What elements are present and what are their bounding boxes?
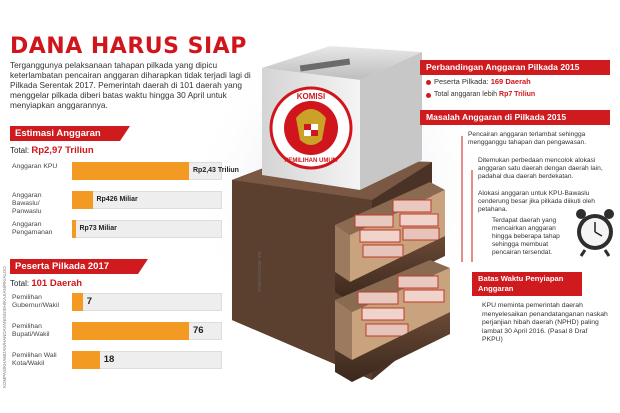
peserta-total	[10, 278, 82, 289]
bar-value-label: Rp2,43 Triliun	[193, 167, 239, 174]
perbandingan-total	[434, 91, 535, 99]
peserta-total-value: 101 Daerah	[31, 278, 83, 289]
intro-paragraph: Terganggunya pelaksanaan tahapan pilkada yang dipicu keterlambatan pencairan anggaran diharapkan tidak terjadi lagi di Pilkada Serentak 2017. Pemerintah daerah di 101 daerah yang menggelar pilkada diberi batas waktu hingga 30 April untuk menyiapkan anggarannya.	[10, 60, 251, 110]
section-header-estimasi: Estimasi Anggaran	[10, 126, 120, 141]
bullet-icon	[426, 93, 431, 98]
bar-value-label: 76	[193, 325, 204, 336]
bar-label: Anggaran KPU	[12, 163, 58, 170]
bullet-icon	[426, 80, 431, 85]
bar-track	[72, 293, 222, 311]
estimasi-total	[10, 145, 94, 156]
bar-track	[72, 191, 222, 209]
bar-label: Pemilihan Wali Kota/Wakil	[12, 352, 57, 367]
side-credit: KOMPAS/KHAMDAN/HANDAYANINGSIH/KAJIAN/RK/ALDO	[2, 266, 7, 388]
perbandingan-peserta-label: Peserta Pilkada:	[434, 77, 489, 86]
masalah-item-1: Pencairan anggaran terlambat sehingga mengganggu tahapan dan pengawasan.	[468, 131, 587, 146]
batas-header: Batas Waktu Penyiapan Anggaran	[472, 272, 582, 296]
bar-value-label: 7	[86, 296, 93, 307]
masalah-header: Masalah Anggaran di Pilkada 2015	[420, 110, 610, 125]
bar	[72, 191, 93, 209]
estimasi-total-value: Rp2,97 Triliun	[31, 145, 94, 156]
perbandingan-total-label: Total anggaran lebih	[434, 91, 498, 98]
bar-label: Pemilihan Gubernur/Wakil	[12, 294, 59, 309]
masalah-item-2: Ditemukan perbedaan mencolok alokasi anggaran satu daerah dengan daerah lain, padahal dua daerah berdekatan.	[478, 157, 603, 180]
estimasi-total-label: Total:	[10, 146, 30, 155]
bar	[72, 351, 100, 369]
bar-label: Pemilihan Bupati/Wakil	[12, 323, 50, 338]
perbandingan-peserta	[434, 78, 531, 86]
bar-value-label: Rp73 Miliar	[79, 225, 117, 232]
bar-label: Anggaran Bawaslu/ Panwaslu	[12, 192, 42, 215]
kpu-emblem	[271, 88, 351, 168]
bar-label: Anggaran Pengamanan	[12, 221, 53, 236]
upper-drawer-side	[335, 225, 350, 282]
section-header-peserta: Peserta Pilkada 2017	[10, 259, 138, 274]
perbandingan-total-value: Rp7 Triliun	[499, 91, 536, 98]
bar	[72, 322, 189, 340]
emblem-label-top: KOMISI	[296, 92, 326, 101]
illustration-credit: KOMPAS/DIDIE SW	[257, 251, 262, 292]
bar-value-label: Rp426 Miliar	[96, 196, 138, 203]
peserta-total-label: Total:	[10, 279, 30, 288]
masalah-item-4: Terdapat daerah yang mencairkan anggaran hingga beberapa tahap sehingga membuat pencairan tersendat.	[492, 217, 560, 256]
bar	[72, 220, 76, 238]
perbandingan-header: Perbandingan Anggaran Pilkada 2015	[420, 60, 610, 75]
page-title: DANA HARUS SIAP	[10, 34, 247, 59]
emblem-label-bottom: PEMILIHAN UMUM	[284, 158, 338, 164]
batas-text: KPU meminta pemerintah daerah menyelesaikan penandatanganan naskah perjanjian hibah daerah (NPHD) paling lambat 30 April 2016. (Pasal 8 Draf PKPU)	[482, 302, 608, 343]
alarm-clock-icon	[576, 209, 614, 256]
bar	[72, 162, 189, 180]
masalah-item-3: Alokasi anggaran untuk KPU-Bawaslu cenderung besar jika pilkada diikuti oleh petahana.	[478, 190, 595, 213]
bar-value-label: 18	[103, 354, 115, 365]
perbandingan-peserta-value: 169 Daerah	[490, 77, 531, 86]
bar	[72, 293, 83, 311]
